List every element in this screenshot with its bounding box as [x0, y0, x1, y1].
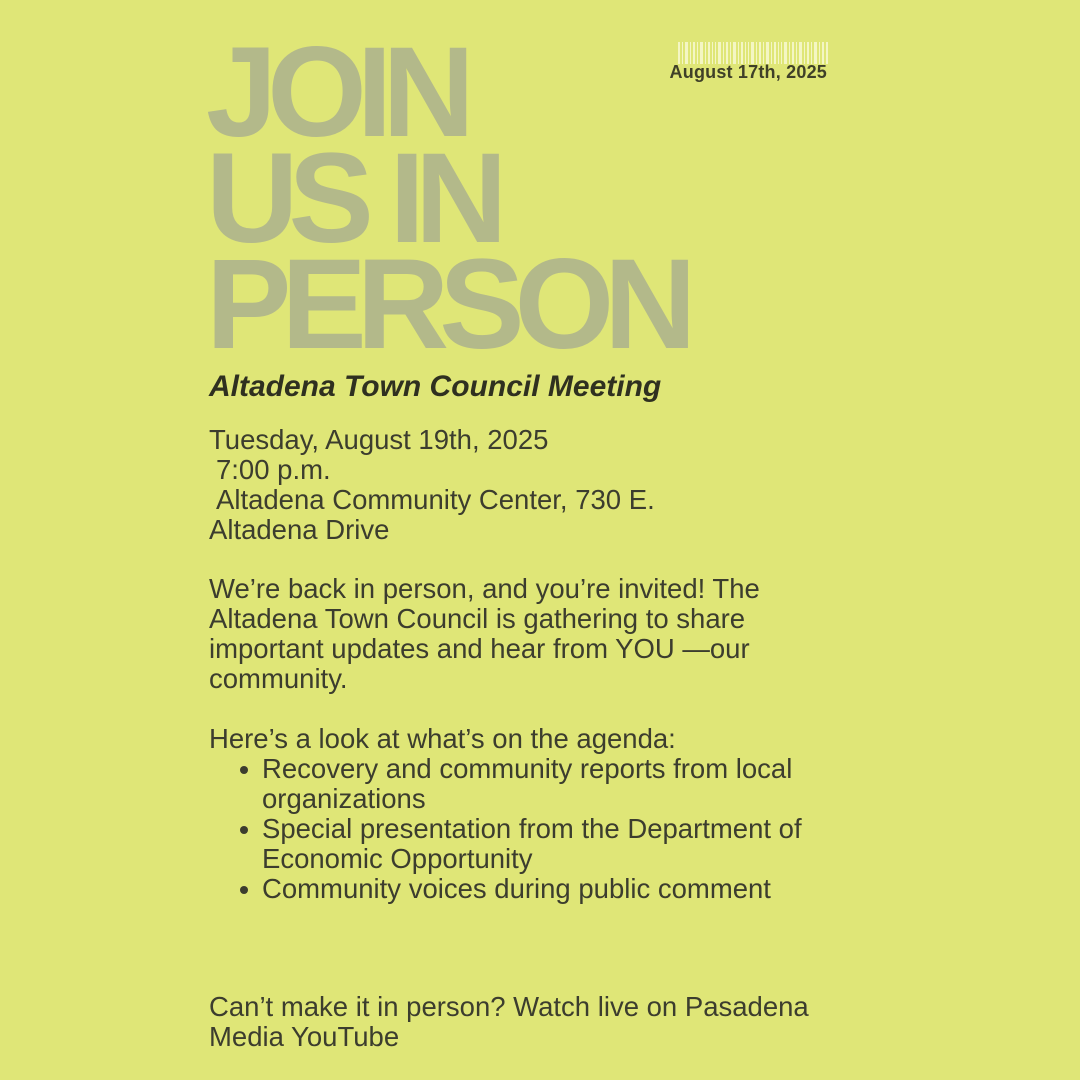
agenda-item-text: Community voices during public comment: [262, 873, 771, 904]
bullet-icon: [240, 826, 248, 834]
barcode-icon: [678, 42, 828, 64]
list-item: [209, 814, 829, 874]
list-item: [209, 874, 829, 904]
headline: [206, 21, 687, 376]
date-stamp: August 17th, 2025: [669, 62, 827, 82]
bullet-icon: [240, 886, 248, 894]
agenda-item-text: Special presentation from the Department of Economic Opportunity: [262, 813, 802, 874]
closing-note: Can’t make it in person? Watch live on Pasadena Media YouTube: [209, 991, 809, 1052]
bullet-icon: [240, 766, 248, 774]
event-title: Altadena Town Council Meeting: [209, 370, 662, 403]
headline-line-3: PERSON: [206, 233, 687, 376]
headline-line-2: US IN: [206, 127, 498, 270]
headline-line-1: JOIN: [206, 21, 465, 164]
agenda-item-text: Recovery and community reports from local organizations: [262, 753, 793, 814]
event-location-line-1: Altadena Community Center, 730 E.: [216, 484, 655, 515]
intro-paragraph: We’re back in person, and you’re invited! The Altadena Town Council is gathering to share important updates and hear from YOU —our community.: [209, 573, 760, 694]
event-location-line-2: Altadena Drive: [209, 514, 390, 545]
agenda-lead: Here’s a look at what’s on the agenda:: [209, 723, 676, 754]
event-time: 7:00 p.m.: [216, 454, 331, 485]
agenda-list: [209, 754, 829, 904]
event-date: Tuesday, August 19th, 2025: [209, 424, 549, 455]
list-item: [209, 754, 829, 814]
event-details: [209, 425, 655, 545]
